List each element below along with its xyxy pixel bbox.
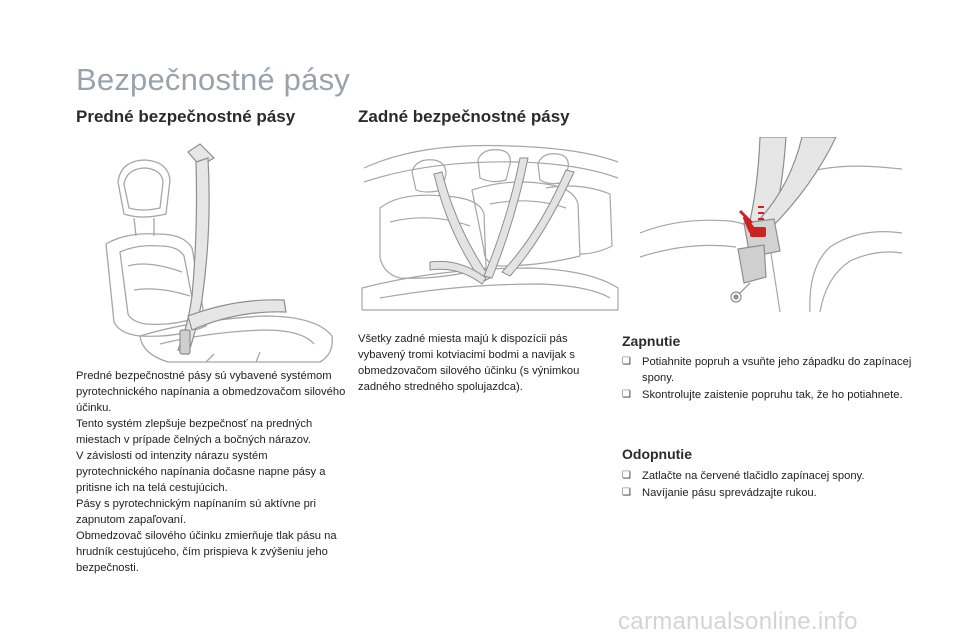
front-paragraph: V závislosti od intenzity nárazu systém pyrotechnického napínania dočasne napne pásy a pritisne ich na telá cestujúcich. xyxy=(76,450,326,494)
rear-paragraph: Všetky zadné miesta majú k dispozícii pás vybavený tromi kotviacimi bodmi a navijak s obmedzovačom silového účinku (s výnimkou zadného stredného spolujazdca). xyxy=(358,333,580,393)
watermark: carmanualsonline.info xyxy=(618,608,858,635)
front-paragraph: Pásy s pyrotechnickým napínaním sú aktívne pri zapnutom zapaľovaní. xyxy=(76,498,317,526)
unfasten-steps xyxy=(622,468,912,502)
checkbox-bullet-icon: ❏ xyxy=(622,487,631,498)
front-paragraph: Obmedzovač silového účinku zmierňuje tlak pásu na hrudník cestujúceho, čím prispieva k zvýšeniu jeho bezpečnosti. xyxy=(76,530,337,574)
unfasten-heading: Odopnutie xyxy=(622,446,692,462)
rear-belts-heading: Zadné bezpečnostné pásy xyxy=(358,107,570,126)
front-seat-belt-illustration xyxy=(96,140,346,365)
front-paragraph: Predné bezpečnostné pásy sú vybavené systémom pyrotechnického napínania a obmedzovačom silového účinku. xyxy=(76,370,346,414)
list-item: ❏ Potiahnite popruh a vsuňte jeho západku do zapínacej spony. xyxy=(622,356,912,384)
rear-seats-belts-illustration xyxy=(360,138,622,313)
rear-belts-description xyxy=(358,331,613,395)
fasten-heading: Zapnutie xyxy=(622,333,681,349)
front-belts-description xyxy=(76,368,346,576)
list-item: ❏ Skontrolujte zaistenie popruhu tak, že ho potiahnete. xyxy=(622,389,903,401)
checkbox-bullet-icon: ❏ xyxy=(622,389,631,400)
checkbox-bullet-icon: ❏ xyxy=(622,356,631,367)
checkbox-bullet-icon: ❏ xyxy=(622,470,631,481)
belt-buckle-illustration xyxy=(640,137,902,312)
fasten-steps xyxy=(622,354,912,404)
list-item: ❏ Zatlačte na červené tlačidlo zapínacej spony. xyxy=(622,470,865,482)
page-title: Bezpečnostné pásy xyxy=(76,62,350,97)
front-paragraph: Tento systém zlepšuje bezpečnosť na predných miestach v prípade čelných a bočných nárazov. xyxy=(76,418,313,446)
list-item: ❏ Navíjanie pásu sprevádzajte rukou. xyxy=(622,487,817,499)
front-belts-heading: Predné bezpečnostné pásy xyxy=(76,107,296,126)
